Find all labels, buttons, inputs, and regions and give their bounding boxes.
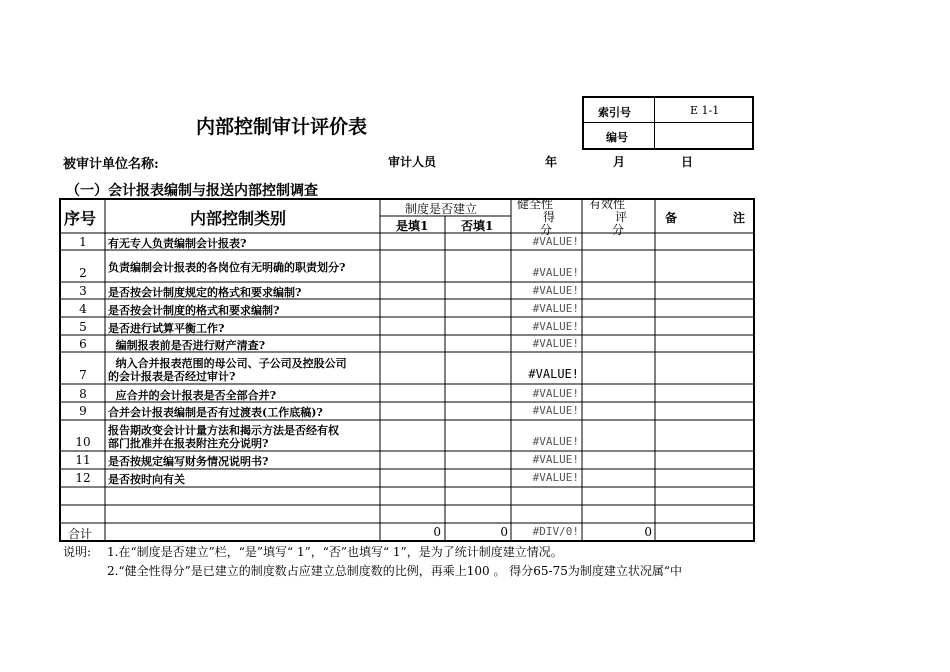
row-number: 1 bbox=[79, 235, 87, 249]
row-text-2: 部门批准并在报表附注充分说明? bbox=[108, 437, 269, 450]
note-line-1: 1.在“制度是否建立”栏，“是”填写“ 1”，“否”也填写“ 1”，是为了统计制度建立情况。 bbox=[107, 545, 563, 559]
index-label: 索引号 bbox=[598, 106, 631, 119]
total-yes: 0 bbox=[433, 525, 441, 539]
row-number: 11 bbox=[75, 453, 91, 467]
row-score: #VALUE! bbox=[532, 387, 579, 400]
auditor-label: 审计人员 bbox=[388, 155, 437, 169]
header-completeness-3: 分 bbox=[540, 223, 553, 237]
row-number: 4 bbox=[79, 302, 87, 316]
row-score: #VALUE! bbox=[532, 266, 579, 279]
row-number: 10 bbox=[75, 435, 91, 449]
row-score: #VALUE! bbox=[528, 367, 579, 381]
header-category: 内部控制类别 bbox=[190, 209, 287, 228]
row-score: #VALUE! bbox=[532, 471, 579, 484]
header-completeness-2: 得 bbox=[543, 210, 556, 224]
row-number: 2 bbox=[79, 266, 87, 280]
header-effectiveness-2: 评 bbox=[615, 210, 628, 224]
row-score: #VALUE! bbox=[532, 320, 579, 333]
header-no: 否填1 bbox=[461, 219, 494, 233]
notes-label: 说明: bbox=[63, 545, 92, 559]
row-number: 9 bbox=[79, 404, 87, 418]
row-score: #VALUE! bbox=[532, 284, 579, 297]
header-remarks-2: 注 bbox=[733, 211, 746, 225]
row-text: 报告期改变会计计量方法和揭示方法是否经有权 bbox=[108, 424, 339, 437]
page-title: 内部控制审计评价表 bbox=[196, 116, 368, 138]
section-title: （一）会计报表编制与报送内部控制调查 bbox=[66, 183, 318, 199]
total-no: 0 bbox=[500, 525, 508, 539]
row-score: #VALUE! bbox=[532, 302, 579, 315]
header-effectiveness: 有效性 bbox=[589, 197, 626, 211]
row-number: 6 bbox=[79, 337, 87, 351]
row-number: 7 bbox=[79, 368, 87, 382]
row-text: 是否按规定编写财务情况说明书? bbox=[108, 455, 269, 468]
year-label: 年 bbox=[545, 155, 558, 169]
row-text: 是否按会计制度规定的格式和要求编制? bbox=[108, 286, 302, 299]
index-value[interactable]: E 1-1 bbox=[690, 104, 720, 117]
day-label: 日 bbox=[681, 155, 694, 169]
row-score: #VALUE! bbox=[532, 337, 579, 350]
row-number: 3 bbox=[79, 284, 87, 298]
row-text: 负责编制会计报表的各岗位有无明确的职责划分? bbox=[108, 261, 346, 274]
number-label: 编号 bbox=[606, 131, 628, 144]
header-seq: 序号 bbox=[64, 209, 97, 228]
row-text: 应合并的会计报表是否全部合并? bbox=[108, 389, 277, 402]
header-yes: 是填1 bbox=[396, 219, 429, 233]
row-number: 5 bbox=[79, 320, 87, 334]
audited-unit-label: 被审计单位名称: bbox=[63, 157, 159, 172]
row-text: 合并会计报表编制是否有过渡表(工作底稿)? bbox=[108, 406, 323, 419]
total-score: #DIV/0! bbox=[532, 525, 579, 538]
row-score: #VALUE! bbox=[532, 453, 579, 466]
row-number: 8 bbox=[79, 387, 87, 401]
month-label: 月 bbox=[613, 155, 626, 169]
total-label: 合计 bbox=[68, 527, 93, 541]
row-text: 编制报表前是否进行财产清查? bbox=[108, 339, 266, 352]
header-remarks: 备 bbox=[665, 211, 678, 225]
header-completeness: 健全性 bbox=[517, 197, 554, 211]
row-text: 是否按会计制度的格式和要求编制? bbox=[108, 304, 280, 317]
row-score: #VALUE! bbox=[532, 235, 579, 248]
total-effect: 0 bbox=[644, 525, 652, 539]
header-established: 制度是否建立 bbox=[405, 202, 478, 216]
row-number: 12 bbox=[75, 471, 91, 485]
row-score: #VALUE! bbox=[532, 435, 579, 448]
row-text-2: 的会计报表是否经过审计? bbox=[108, 370, 236, 383]
row-text: 是否进行试算平衡工作? bbox=[108, 322, 225, 335]
row-score: #VALUE! bbox=[532, 404, 579, 417]
row-text: 有无专人负责编制会计报表? bbox=[108, 237, 247, 250]
row-text: 是否按时向有关 bbox=[108, 473, 185, 486]
row-text: 纳入合并报表范围的母公司、子公司及控股公司 bbox=[108, 357, 347, 370]
header-effectiveness-3: 分 bbox=[612, 223, 625, 237]
note-line-2: 2.“健全性得分”是已建立的制度数占应建立总制度数的比例，再乘上100 。 得分65-75为制度建立状况属“中 bbox=[107, 564, 682, 578]
